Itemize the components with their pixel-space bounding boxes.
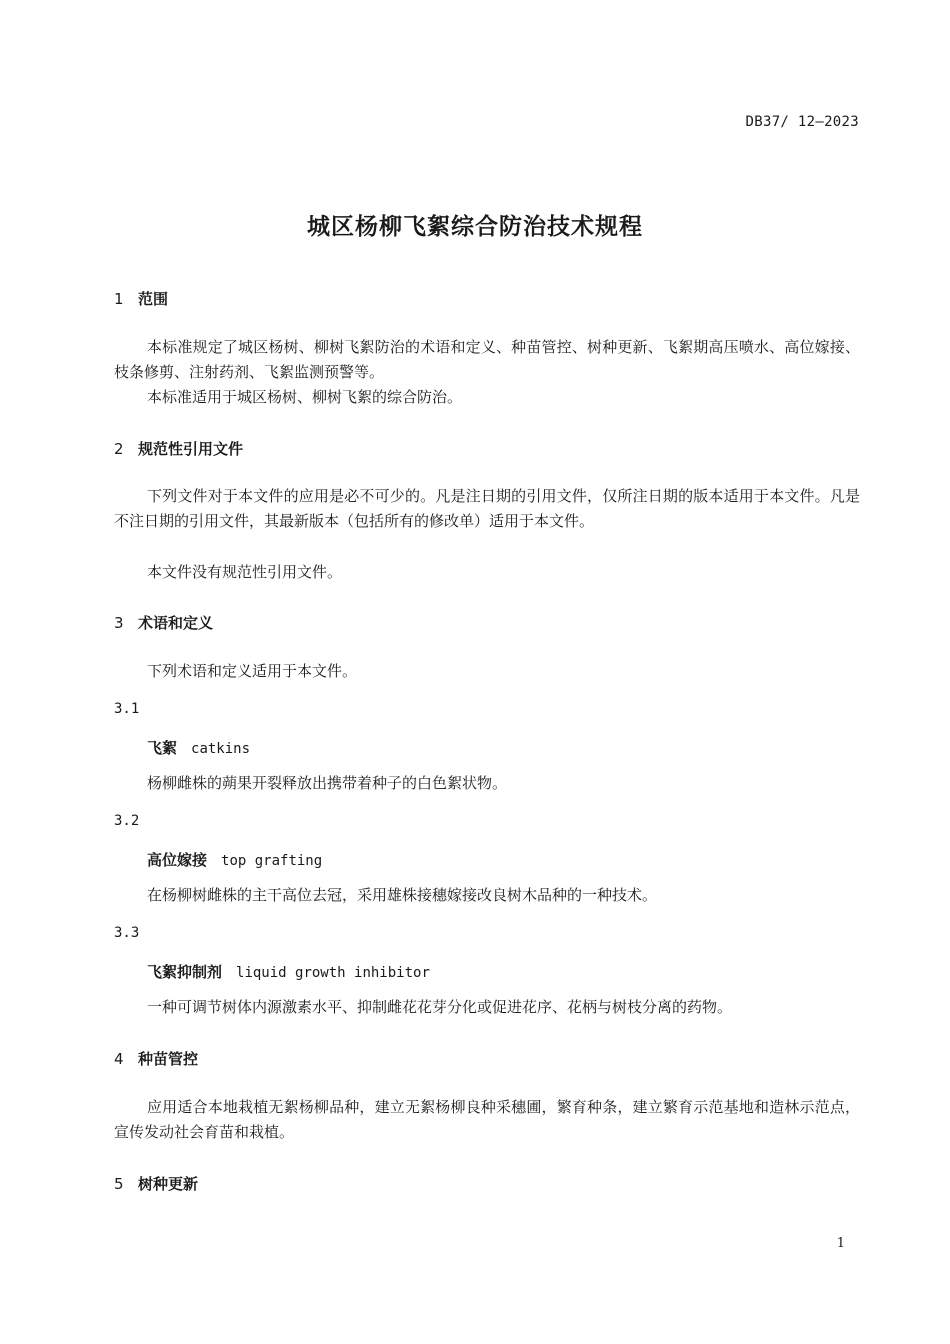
- section-number: 2: [114, 440, 124, 458]
- term-number: 3.1: [114, 701, 140, 717]
- term-chinese: 飞絮抑制剂: [147, 963, 223, 981]
- section-number: 4: [114, 1050, 124, 1068]
- term-number: 3.3: [114, 925, 140, 941]
- section-title: 范围: [138, 290, 169, 308]
- section-title: 术语和定义: [138, 614, 214, 632]
- term-definition: 杨柳雌株的蒴果开裂释放出携带着种子的白色絮状物。: [147, 774, 508, 792]
- term-english: top grafting: [221, 853, 323, 869]
- term-entry: [147, 737, 250, 758]
- term-chinese: 飞絮: [147, 739, 178, 757]
- section-title: 规范性引用文件: [138, 440, 244, 458]
- section-2-heading: [114, 438, 243, 459]
- section-title: 树种更新: [138, 1175, 199, 1193]
- section-2-paragraph-1: 下列文件对于本文件的应用是必不可少的。凡是注日期的引用文件，仅所注日期的版本适用于本文件。凡是不注日期的引用文件，其最新版本（包括所有的修改单）适用于本文件。: [114, 487, 860, 530]
- section-1-paragraph-1: 本标准规定了城区杨树、柳树飞絮防治的术语和定义、种苗管控、树种更新、飞絮期高压喷水、高位嫁接、枝条修剪、注射药剂、飞絮监测预警等。: [114, 338, 860, 381]
- section-title: 种苗管控: [138, 1050, 199, 1068]
- page-number: 1: [836, 1236, 845, 1251]
- term-english: catkins: [191, 741, 251, 757]
- document-title: 城区杨柳飞絮综合防治技术规程: [307, 214, 643, 240]
- section-3-heading: [114, 612, 213, 633]
- section-number: 3: [114, 614, 124, 632]
- term-english: liquid growth inhibitor: [236, 965, 430, 981]
- section-4-paragraph-1: 应用适合本地栽植无絮杨柳品种，建立无絮杨柳良种采穗圃，繁育种条，建立繁育示范基地和造林示范点，宣传发动社会育苗和栽植。: [114, 1098, 860, 1141]
- term-chinese: 高位嫁接: [147, 851, 208, 869]
- section-2-paragraph-2: 本文件没有规范性引用文件。: [147, 563, 343, 581]
- section-number: 1: [114, 290, 124, 308]
- term-number: 3.2: [114, 813, 140, 829]
- section-1-heading: [114, 288, 168, 309]
- section-number: 5: [114, 1175, 124, 1193]
- term-entry: [147, 961, 430, 982]
- term-definition: 一种可调节树体内源激素水平、抑制雌花花芽分化或促进花序、花柄与树枝分离的药物。: [147, 998, 733, 1016]
- document-code: DB37/ 12—2023: [745, 114, 859, 130]
- term-entry: [147, 849, 322, 870]
- term-definition: 在杨柳树雌株的主干高位去冠，采用雄株接穗嫁接改良树木品种的一种技术。: [147, 886, 658, 904]
- section-1-paragraph-2: 本标准适用于城区杨树、柳树飞絮的综合防治。: [147, 388, 463, 406]
- section-4-heading: [114, 1048, 198, 1069]
- section-3-intro: 下列术语和定义适用于本文件。: [147, 662, 358, 680]
- section-5-heading: [114, 1173, 198, 1194]
